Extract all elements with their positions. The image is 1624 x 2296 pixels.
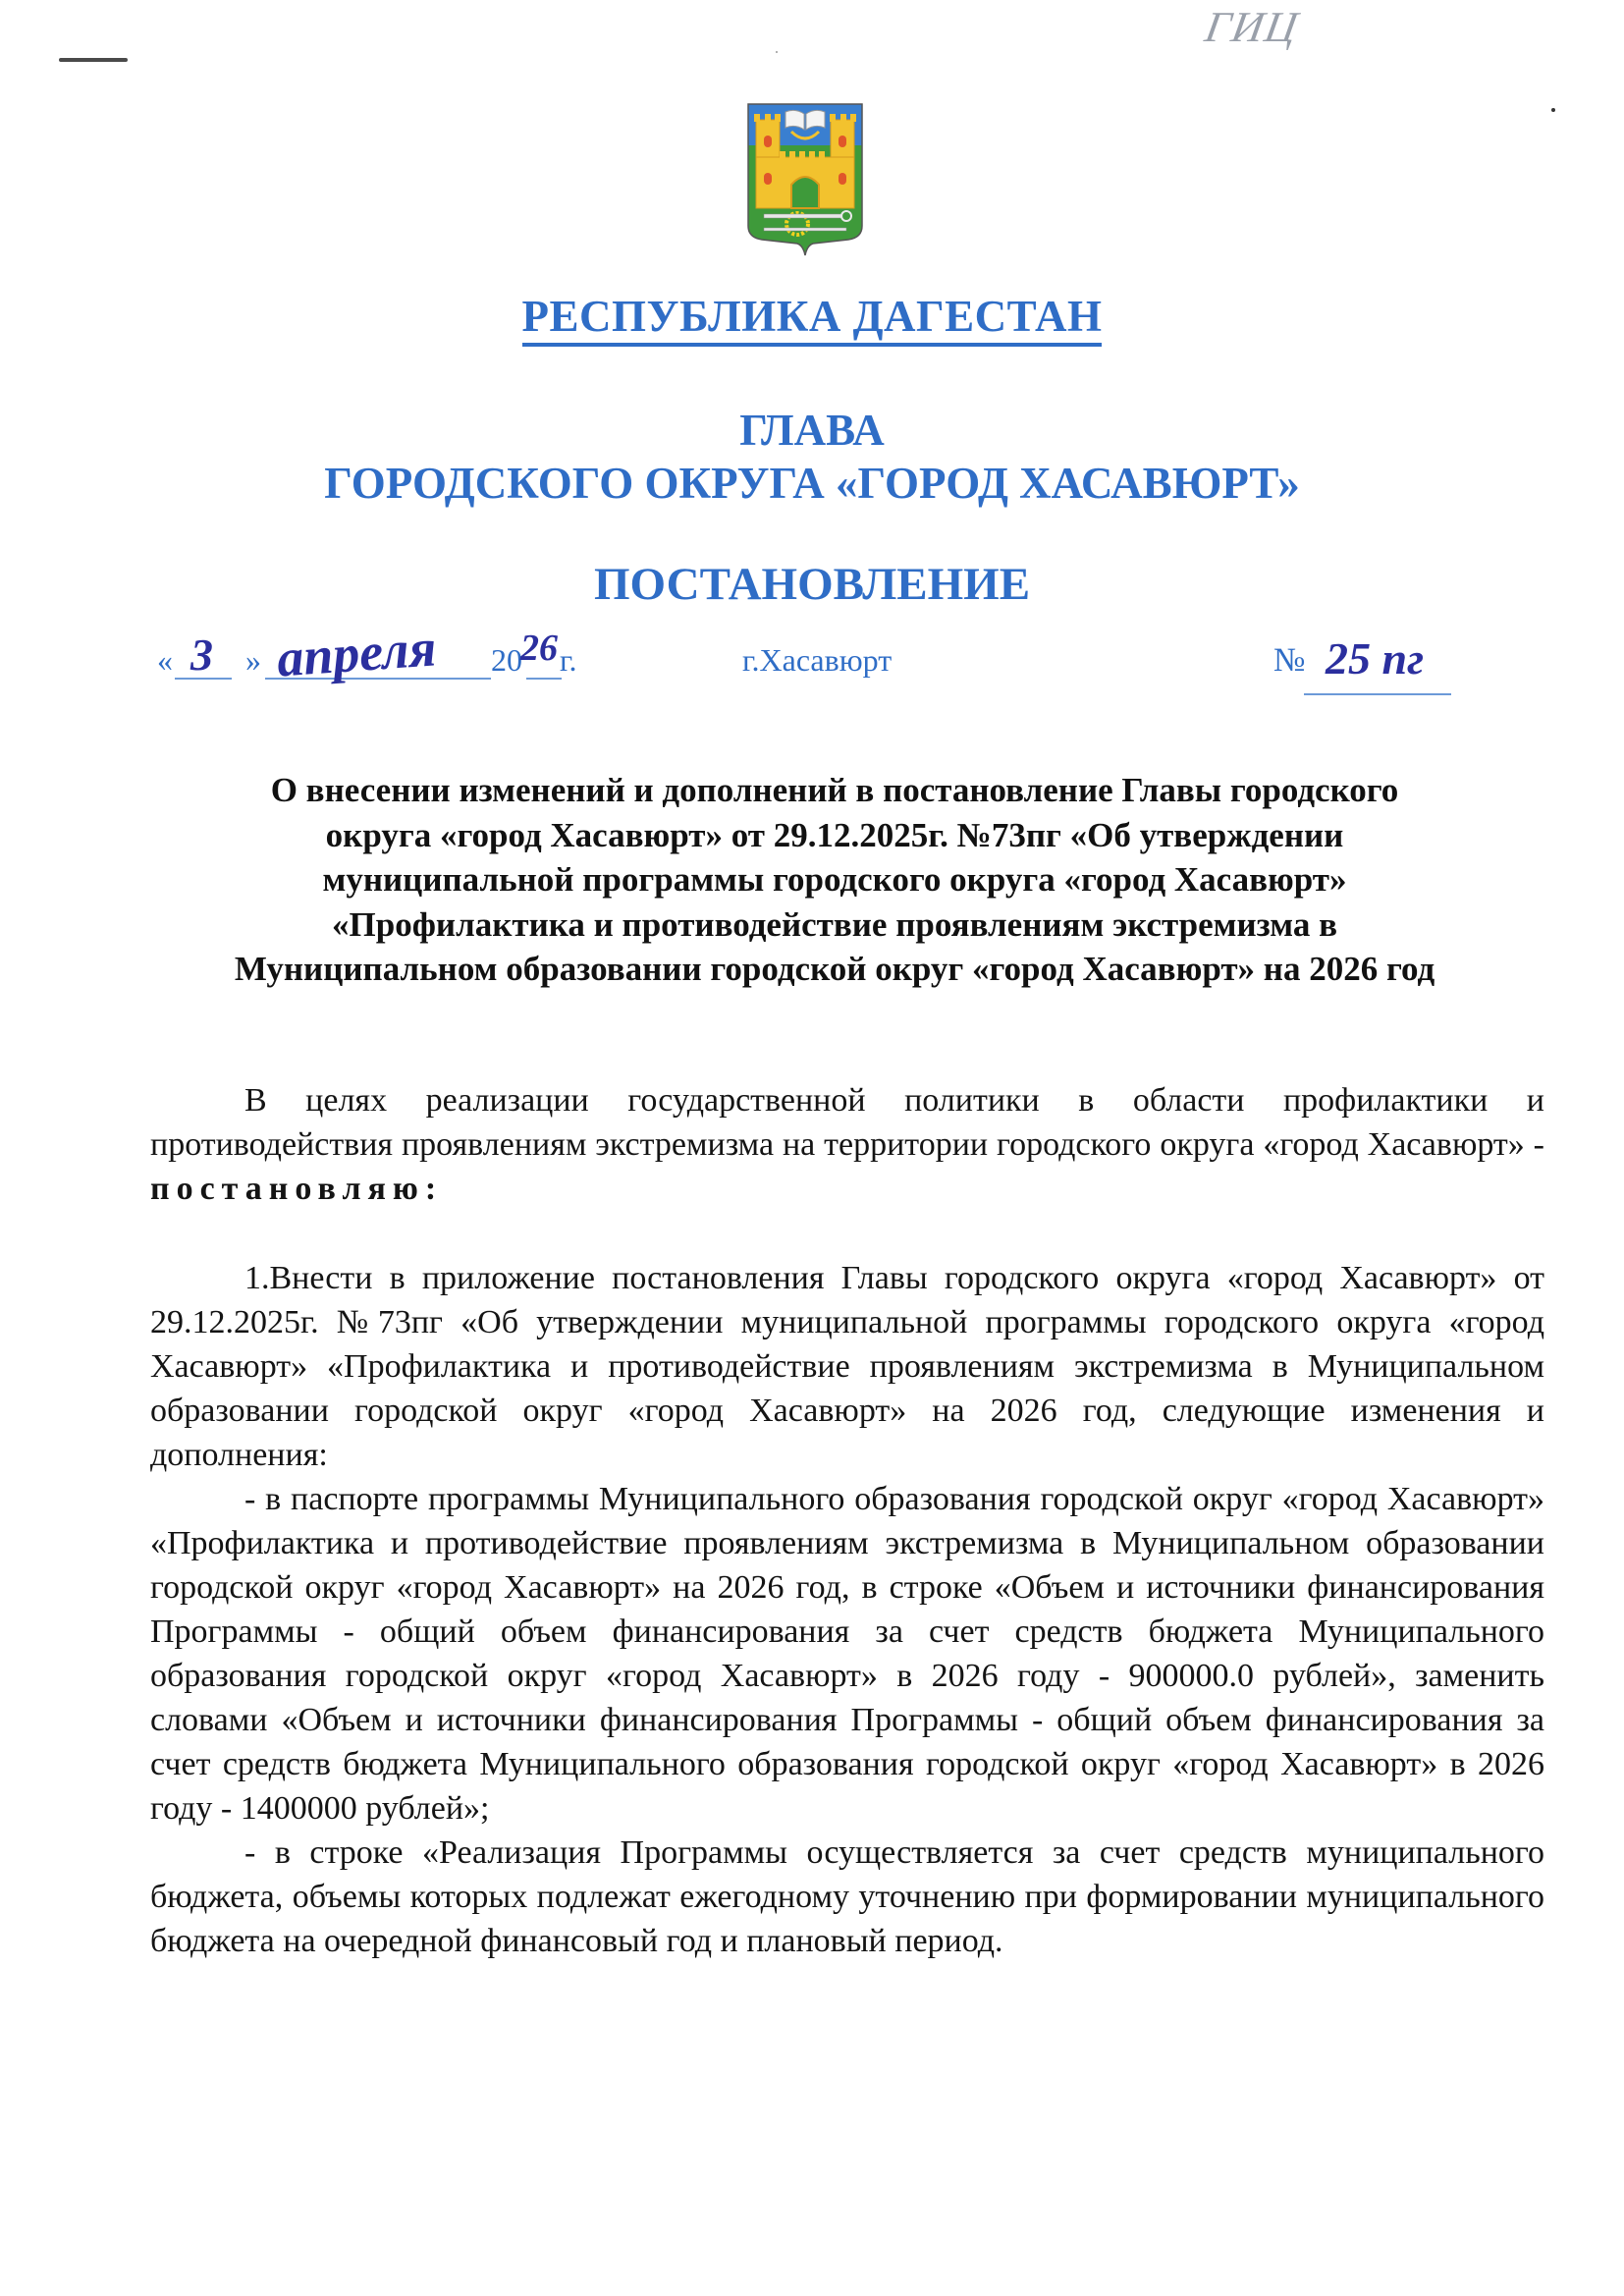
title-line: О внесении изменений и дополнений в постановление Главы городского bbox=[270, 771, 1399, 809]
scan-speck bbox=[1551, 108, 1555, 112]
preamble-text: В целях реализации государственной политики в области профилактики и противодействия проявлениям экстремизма на территории городского округа «город Хасавюрт» - bbox=[150, 1082, 1544, 1163]
title-line: округа «город Хасавюрт» от 29.12.2025г. №73пг «Об утверждении bbox=[325, 815, 1344, 854]
scan-mark bbox=[59, 58, 128, 62]
title-line: «Профилактика и противодействие проявлениям экстремизма в bbox=[332, 904, 1337, 944]
resolution-items bbox=[150, 1256, 1544, 1963]
date-close-quote: » bbox=[245, 642, 261, 678]
number-label: № bbox=[1273, 642, 1306, 679]
title-line: Муниципальном образовании городской округ «город Хасавюрт» на 2026 год bbox=[234, 950, 1435, 988]
date-line bbox=[0, 618, 1624, 699]
year-underline bbox=[526, 678, 562, 680]
year-prefix: 20 bbox=[491, 642, 522, 678]
republic-heading bbox=[0, 291, 1624, 342]
year-unit: г. bbox=[560, 642, 577, 678]
document-type-heading: ПОСТАНОВЛЕНИЕ bbox=[593, 559, 1031, 610]
item-1-passport-amendment: - в паспорте программы Муниципального образования городской округ «город Хасавюрт» «Профилактика и противодействие проявлениям экстремизма в Муниципальном образовании городской округ «город Хасавюрт» на 2026 год, в строке «Объем и источники финансирования Программы - общий объем финансирования за счет средств бюджета Муниципального образования городской округ «город Хасавюрт» в 2026 году - 900000.0 рублей», заменить словами «Объем и источники финансирования Программы - общий объем финансирования за счет средств бюджета Муниципального образования городской округ «город Хасавюрт» в 2026 году - 1400000 рублей»; bbox=[150, 1481, 1544, 1827]
coat-of-arms-emblem bbox=[742, 100, 868, 257]
district-heading: ГОРОДСКОГО ОКРУГА «ГОРОД ХАСАВЮРТ» bbox=[324, 459, 1300, 508]
pencil-annotation: ГИЦ bbox=[1201, 3, 1303, 51]
head-title-heading: ГЛАВА bbox=[739, 406, 885, 455]
item-1-implementation-amendment: - в строке «Реализация Программы осуществляется за счет средств муниципального бюджета, объемы которых подлежат ежегодному уточнению при формировании муниципального бюджета на очередной финансовый год и плановый период. bbox=[150, 1834, 1544, 1959]
handwritten-year: 26 bbox=[520, 628, 558, 669]
city-name: г.Хасавюрт bbox=[742, 642, 893, 678]
date-open-quote: « bbox=[157, 642, 173, 678]
resolve-word: постановляю: bbox=[150, 1171, 444, 1207]
number-underline bbox=[1304, 693, 1451, 695]
city-coat-of-arms-icon bbox=[742, 100, 868, 257]
handwritten-day: 3 bbox=[190, 629, 213, 680]
handwritten-number: 25 пг bbox=[1326, 633, 1425, 683]
handwritten-month: апреля bbox=[275, 618, 439, 688]
republic-heading-text: РЕСПУБЛИКА ДАГЕСТАН bbox=[522, 292, 1103, 347]
preamble-paragraph bbox=[150, 1078, 1544, 1211]
document-title bbox=[147, 768, 1522, 992]
scan-speck bbox=[776, 51, 778, 53]
item-1-paragraph: 1.Внести в приложение постановления Главы городского округа «город Хасавюрт» от 29.12.2025г. №73пг «Об утверждении муниципальной программы городского округа «город Хасавюрт» «Профилактика и противодействие проявлениям экстремизма в Муниципальном образовании городской округ «город Хасавюрт» на 2026 год, следующие изменения и дополнения: bbox=[150, 1260, 1544, 1473]
title-line: муниципальной программы городского округа «город Хасавюрт» bbox=[322, 860, 1347, 899]
